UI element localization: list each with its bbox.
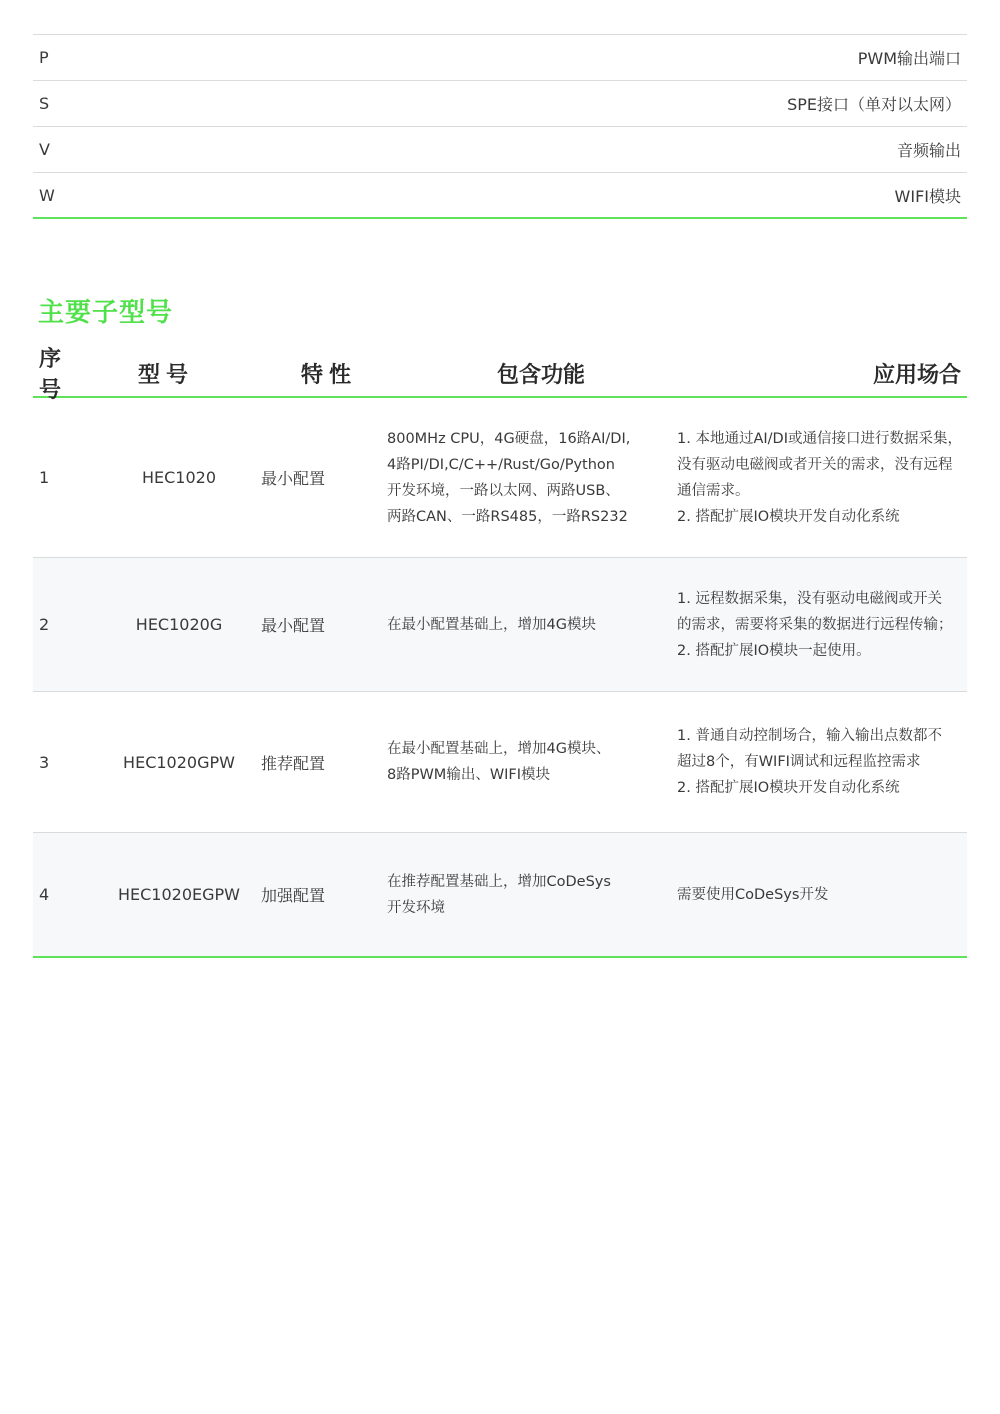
code-letter: S	[39, 94, 50, 113]
row-feature: 最小配置	[261, 616, 326, 635]
row-index: 2	[39, 615, 50, 634]
row-application: 1. 本地通过AI/DI或通信接口进行数据采集， 没有驱动电磁阀或者开关的需求，没有远程 通信需求。 2. 搭配扩展IO模块开发自动化系统	[677, 430, 962, 525]
row-functions: 在推荐配置基础上，增加CoDeSys 开发环境	[387, 873, 611, 916]
table-row	[33, 398, 967, 558]
row-functions: 在最小配置基础上，增加4G模块	[387, 616, 596, 633]
row-feature: 最小配置	[261, 469, 326, 488]
code-description: 音频输出	[896, 141, 961, 160]
code-row-p	[33, 35, 967, 81]
header-model: 型号	[138, 362, 195, 388]
row-application: 1. 远程数据采集，没有驱动电磁阀或开关 的需求，需要将采集的数据进行远程传输； 2. 搭配扩展IO模块一起使用。	[677, 590, 953, 659]
code-letter: V	[39, 140, 50, 159]
row-model: HEC1020	[141, 468, 217, 487]
row-model: HEC1020GPW	[123, 752, 235, 772]
row-feature: 加强配置	[261, 886, 326, 905]
row-index: 3	[39, 752, 50, 772]
code-row-s	[33, 81, 967, 127]
section-title: 主要子型号	[38, 298, 174, 328]
row-functions: 800MHz CPU，4G硬盘，16路AI/DI, 4路PI/DI,C/C++/Rust/Go/Python 开发环境，一路以太网、两路USB、 两路CAN、一路RS485，一路RS232	[387, 430, 631, 525]
header-functions: 包含功能	[496, 362, 585, 388]
header-application: 应用场合	[872, 362, 961, 388]
row-application: 1. 普通自动控制场合，输入输出点数都不 超过8个，有WIFI调试和远程监控需求 2. 搭配扩展IO模块开发自动化系统	[677, 728, 942, 796]
table-header	[33, 347, 967, 403]
row-application: 需要使用CoDeSys开发	[677, 886, 829, 903]
sub-model-table	[33, 347, 967, 958]
header-feature: 特性	[301, 362, 358, 388]
table-row	[33, 558, 967, 692]
code-row-v	[33, 127, 967, 173]
row-index: 4	[39, 885, 50, 904]
row-functions: 在最小配置基础上，增加4G模块、 8路PWM输出、WIFI模块	[387, 741, 611, 783]
row-model: HEC1020G	[135, 615, 223, 634]
table-row	[33, 692, 967, 833]
row-feature: 推荐配置	[261, 753, 326, 773]
code-letter: W	[39, 185, 55, 205]
table-row	[33, 833, 967, 958]
row-model: HEC1020EGPW	[117, 885, 240, 904]
row-index: 1	[39, 468, 50, 487]
header-index: 序号	[39, 347, 68, 403]
code-description: SPE接口（单对以太网）	[787, 95, 961, 114]
code-description: PWM输出端口	[857, 49, 961, 68]
code-row-w	[33, 173, 967, 219]
code-description: WIFI模块	[894, 186, 961, 206]
interface-code-table	[33, 34, 967, 219]
code-letter: P	[39, 48, 49, 67]
